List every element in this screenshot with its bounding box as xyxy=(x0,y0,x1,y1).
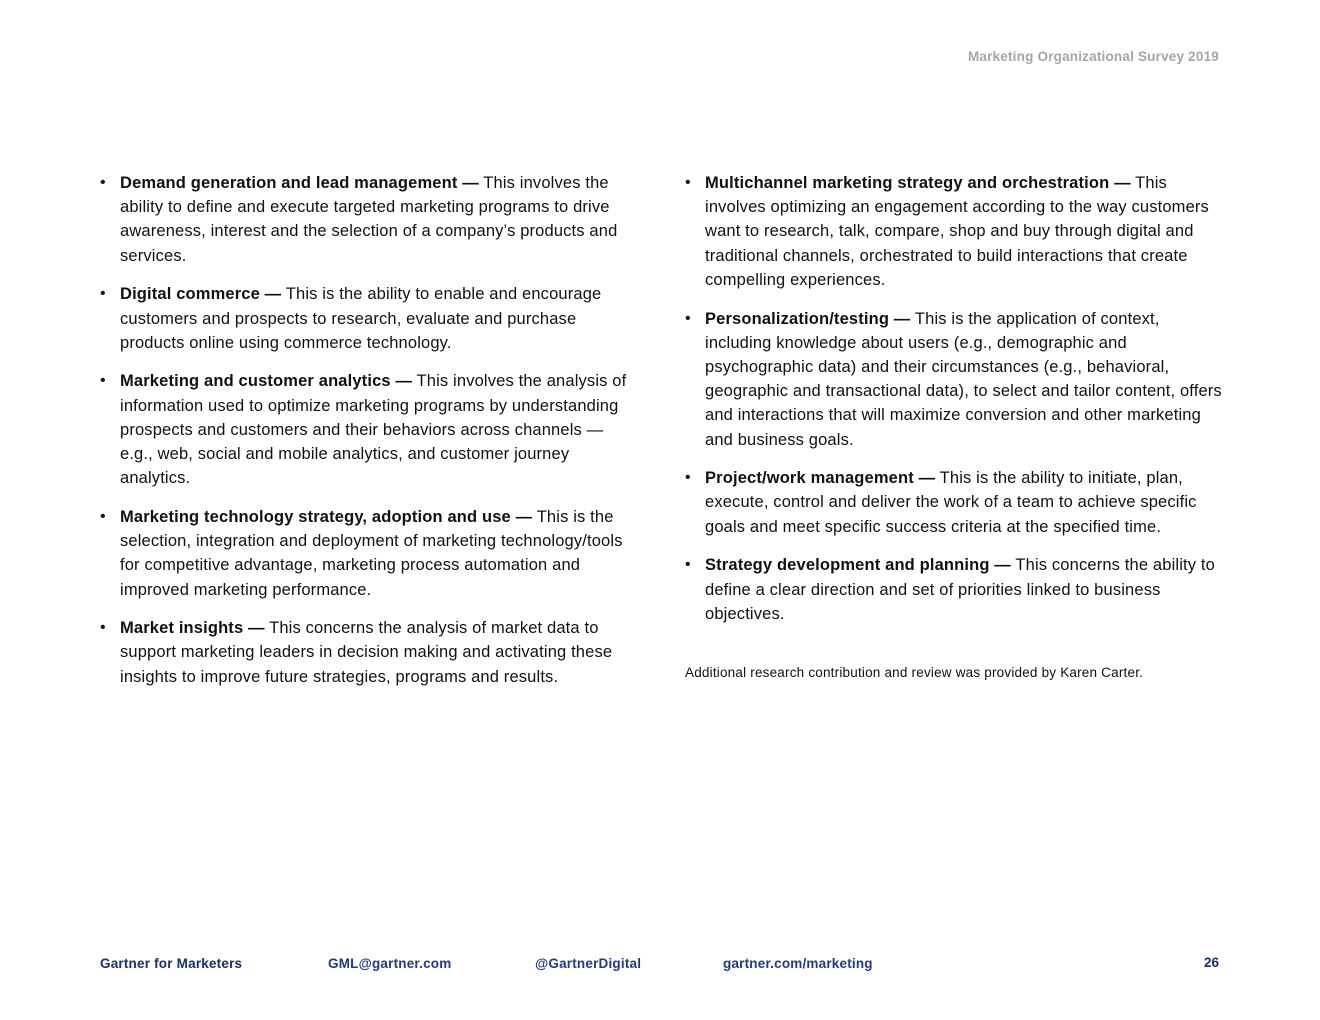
footer-email-link[interactable]: GML@gartner.com xyxy=(328,956,452,971)
bullet-icon: • xyxy=(100,507,106,525)
definition-text: This is the ability to initiate, plan, execute, control and deliver the work of a team to achieve specific goals and meet specific success criteria at the specified time. xyxy=(705,469,1197,536)
definition-item xyxy=(98,369,638,490)
bullet-icon: • xyxy=(685,556,691,574)
definition-item xyxy=(98,616,638,689)
footer-brand: Gartner for Marketers xyxy=(100,956,243,971)
bullet-icon: • xyxy=(100,174,106,191)
bullet-icon: • xyxy=(100,619,106,637)
bullet-icon: • xyxy=(100,285,106,303)
definition-text: This concerns the ability to define a clear direction and set of priorities linked to business objectives. xyxy=(705,556,1215,623)
left-definition-list xyxy=(98,171,638,703)
definition-term: Personalization/testing — xyxy=(705,309,911,328)
definition-term: Demand generation and lead management — xyxy=(120,174,479,192)
footer-website-link[interactable]: gartner.com/marketing xyxy=(723,956,873,971)
bullet-icon: • xyxy=(685,309,691,327)
definition-item xyxy=(98,282,638,355)
definition-item xyxy=(98,505,638,602)
report-title: Marketing Organizational Survey 2019 xyxy=(967,49,1219,64)
right-definition-list xyxy=(683,171,1223,640)
definition-item xyxy=(683,171,1223,292)
definition-term: Marketing and customer analytics — xyxy=(120,372,413,391)
definition-item xyxy=(98,171,638,268)
definition-text: This is the application of context, including knowledge about users (e.g., demographic and psychographic data) and their circumstances (e.g., behavioral, geographic and transactional data), to select and tailor content, offers and interactions that will maximize conversion and other marketing and business goals. xyxy=(705,309,1222,449)
definition-term: Strategy development and planning — xyxy=(705,556,1011,575)
definition-text: This is the ability to enable and encourage customers and prospects to research, evaluate and purchase products online using commerce technology. xyxy=(120,285,602,352)
definition-term: Multichannel marketing strategy and orchestration — xyxy=(705,174,1131,192)
bullet-icon: • xyxy=(100,372,106,390)
definition-term: Marketing technology strategy, adoption and use — xyxy=(120,507,533,526)
bullet-icon: • xyxy=(685,174,691,191)
definition-term: Market insights — xyxy=(120,619,265,638)
contribution-note: Additional research contribution and review was provided by Karen Carter. xyxy=(685,665,1144,680)
definition-text: This involves optimizing an engagement according to the way customers want to research, talk, compare, shop and buy through digital and traditional channels, orchestrated to build interactions that create compelling experiences. xyxy=(705,174,1209,289)
definition-text: This concerns the analysis of market data to support marketing leaders in decision making and activating these insights to improve future strategies, programs and results. xyxy=(120,619,613,686)
definition-item xyxy=(683,466,1223,539)
page-number: 26 xyxy=(1203,955,1219,970)
definition-text: This involves the ability to define and execute targeted marketing programs to drive awareness, interest and the selection of a company’s products and services. xyxy=(120,174,618,265)
definition-text: This is the selection, integration and deployment of marketing technology/tools for competitive advantage, marketing process automation and improved marketing performance. xyxy=(120,507,623,599)
definition-item xyxy=(683,307,1223,452)
footer-social-link[interactable]: @GartnerDigital xyxy=(535,956,642,971)
bullet-icon: • xyxy=(685,469,691,487)
definition-text: This involves the analysis of information used to optimize marketing programs by understanding prospects and customers and their behaviors across channels — e.g., web, social and mobile analytics, and customer journey analytics. xyxy=(120,372,627,488)
definition-term: Digital commerce — xyxy=(120,285,282,304)
definition-item xyxy=(683,553,1223,626)
definition-term: Project/work management — xyxy=(705,469,936,488)
